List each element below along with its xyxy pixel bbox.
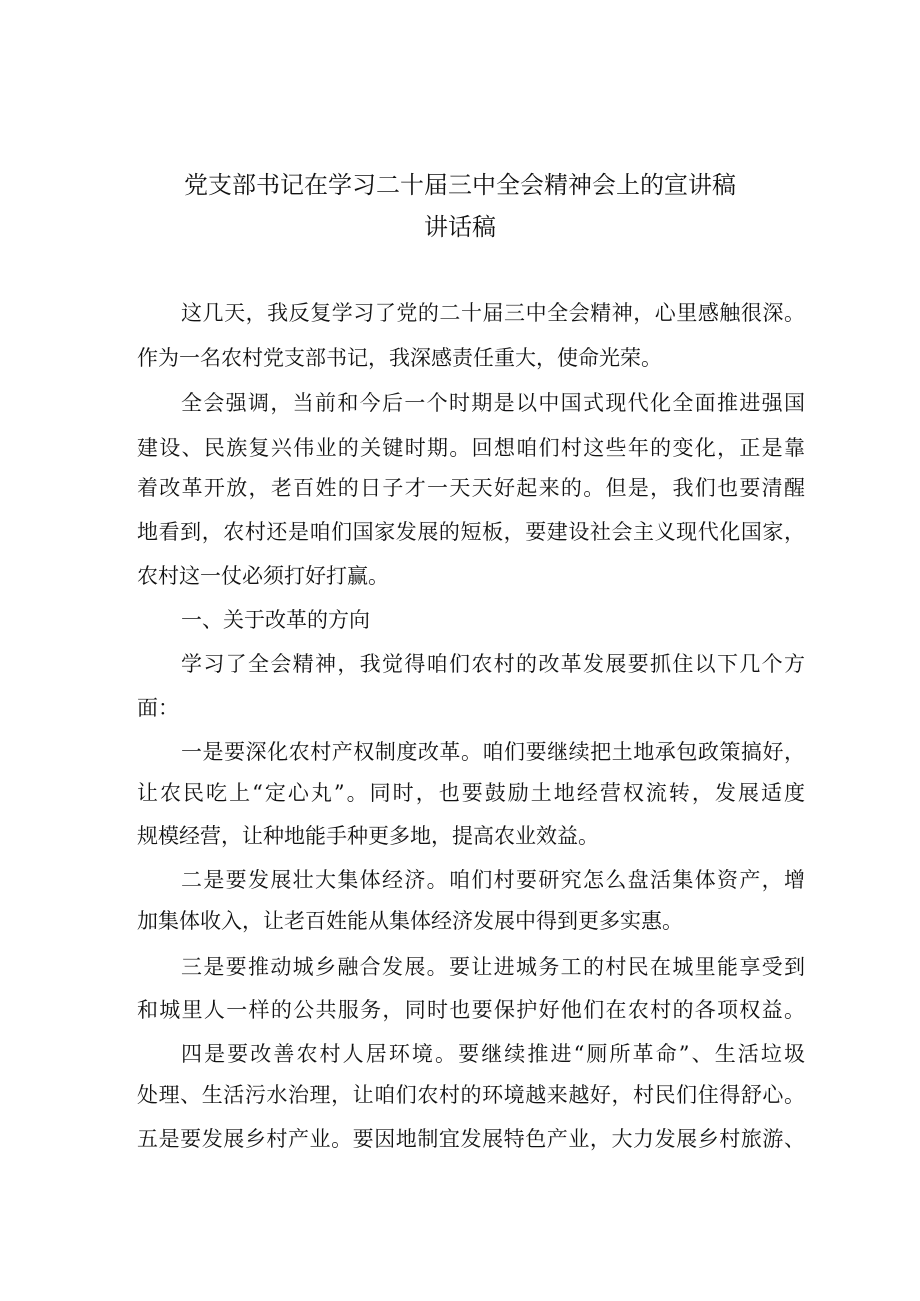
body-line: 五是要发展乡村产业。要因地制宜发展特色产业，大力发展乡村旅游、 — [137, 1127, 805, 1151]
body-line: 农村这一仗必须打好打赢。 — [137, 564, 389, 588]
body-line: 规模经营，让种地能手种更多地，提高农业效益。 — [137, 824, 599, 848]
document-subtitle: 讲话稿 — [424, 213, 496, 241]
body-line: 作为一名农村党支部书记，我深感责任重大，使命光荣。 — [137, 346, 662, 370]
body-line: 着改革开放，老百姓的日子才一天天好起来的。但是，我们也要清醒 — [137, 476, 805, 500]
body-line: 全会强调，当前和今后一个时期是以中国式现代化全面推进强国 — [181, 391, 805, 415]
body-line: 和城里人一样的公共服务，同时也要保护好他们在农村的各项权益。 — [137, 998, 805, 1022]
body-line: 地看到，农村还是咱们国家发展的短板，要建设社会主义现代化国家， — [137, 520, 805, 544]
body-line: 建设、民族复兴伟业的关键时期。回想咱们村这些年的变化，正是靠 — [137, 436, 805, 460]
document-title: 党支部书记在学习二十届三中全会精神会上的宣讲稿 — [184, 171, 736, 199]
body-line: 处理、生活污水治理，让咱们农村的环境越来越好，村民们住得舒心。 — [137, 1083, 805, 1107]
body-line: 一是要深化农村产权制度改革。咱们要继续把土地承包政策搞好， — [181, 740, 805, 764]
section-heading: 一、关于改革的方向 — [181, 608, 370, 632]
body-line: 四是要改善农村人居环境。要继续推进“厕所革命”、生活垃圾 — [181, 1042, 805, 1066]
body-line: 二是要发展壮大集体经济。咱们村要研究怎么盘活集体资产，增 — [181, 868, 805, 892]
body-line: 学习了全会精神，我觉得咱们农村的改革发展要抓住以下几个方 — [181, 652, 805, 676]
body-line: 面： — [137, 696, 179, 720]
body-line: 加集体收入，让老百姓能从集体经济发展中得到更多实惠。 — [137, 909, 683, 933]
body-line: 让农民吃上“定心丸”。同时，也要鼓励土地经营权流转，发展适度 — [137, 781, 805, 805]
body-line: 三是要推动城乡融合发展。要让进城务工的村民在城里能享受到 — [181, 955, 805, 979]
body-line: 这几天，我反复学习了党的二十届三中全会精神，心里感触很深。 — [181, 301, 805, 325]
